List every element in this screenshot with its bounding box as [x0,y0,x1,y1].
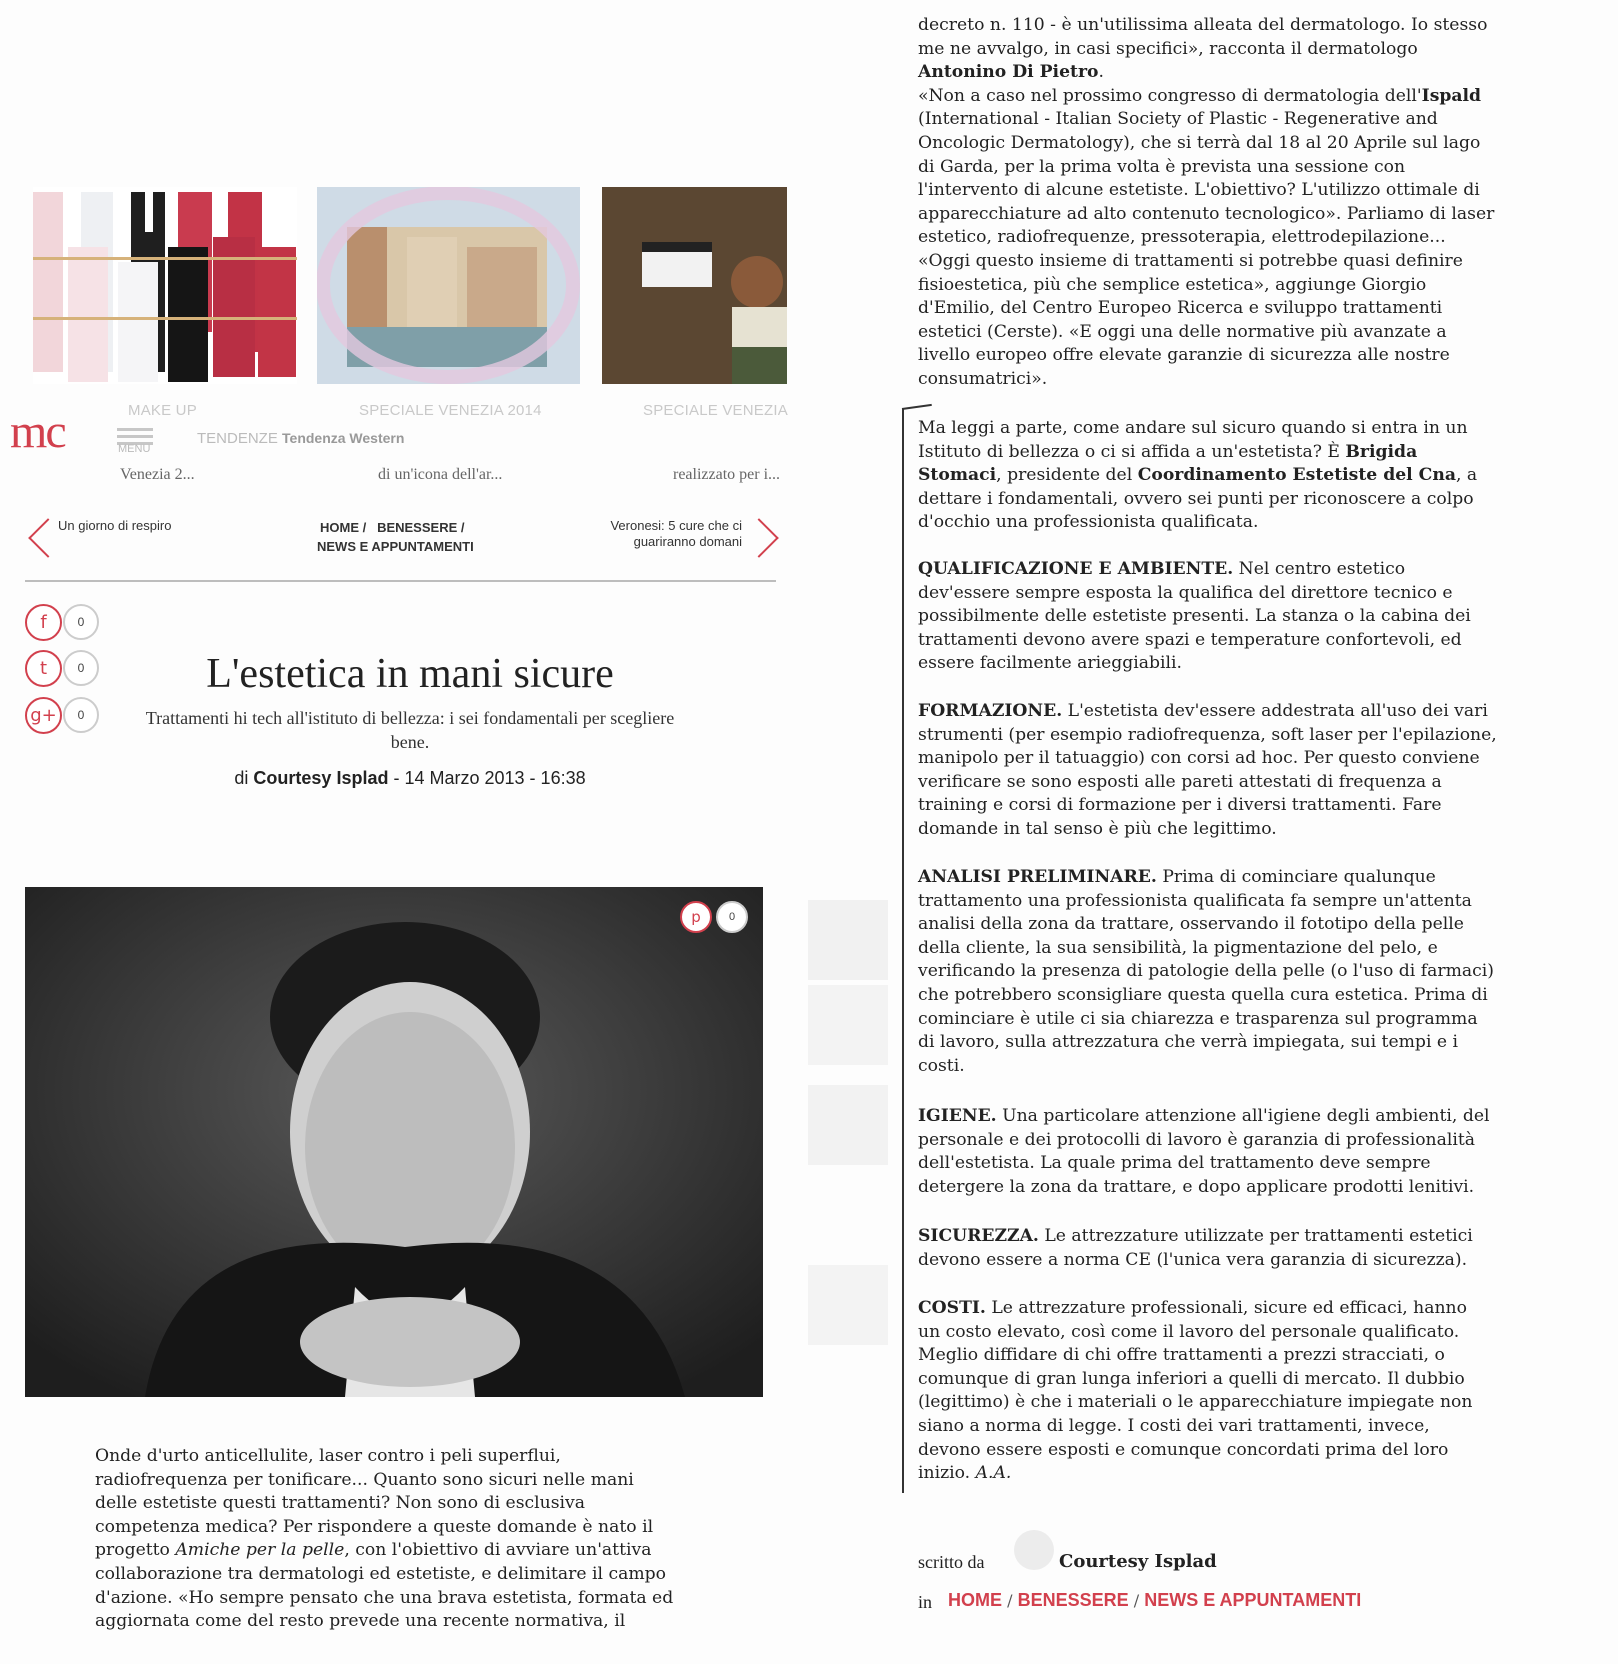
breadcrumb: HOME / BENESSERE / [320,520,465,535]
intro-line [95,1539,775,1563]
text-part: inizio. [918,1463,976,1484]
text-line: «Oggi questo insieme di trattamenti si potrebbe quasi definire [918,250,1463,271]
text-line: (International - Italian Society of Plastic - Regenerative and [918,109,1438,130]
section-heading: IGIENE. [918,1106,997,1126]
text-line [918,1225,1608,1249]
tendenze-value: Tendenza Western [282,430,405,446]
text-line: personale e dei protocolli di lavoro è garanzia di professionalità [918,1129,1476,1150]
text-part: , presidente del [996,465,1138,486]
nav-divider [25,580,776,582]
text-line [918,441,1608,465]
tendenze-label: TENDENZE [197,430,278,447]
byline-author[interactable]: Courtesy Isplad [253,768,389,788]
signature-initials: A.A. [975,1463,1012,1484]
margin-mark [902,408,904,1493]
intro-line: d'azione. «Ho sempre pensato che una brava estetista, formata ed [95,1587,674,1608]
text-line: decreto n. 110 - è un'utilissima alleata del dermatologo. Io stesso [918,15,1488,35]
text-line: Oncologic Dermatology), che si terrà dal 18 al 20 Aprile sul lago [918,132,1481,153]
intro-line: radiofrequenza per tonificare... Quanto sono sicuri nelle mani [95,1469,634,1490]
text-line: d'occhio una professionista qualificata. [918,512,1259,533]
text-line: dettare i fondamentali, ovvero sei punti per riconoscere a colpo [918,488,1474,509]
text-part: Prima di cominciare qualunque [1156,867,1436,887]
text-line: d'Emilio, del Centro Europeo Ricerca e sviluppo trattamenti [918,298,1443,319]
section-qualificazione [918,558,1608,676]
intro-line-start: progetto [95,1540,176,1561]
text-part: L'estetista dev'essere addestrata all'uso dei vari [1062,701,1488,721]
text-line: analisi della zona da trattare, osservando il fototipo della pelle [918,914,1464,935]
intro-line: collaborazione tra dermatologi ed estetiste, e delimitare il campo [95,1563,666,1584]
next-article-line1: Veronesi: 5 cure che ci [610,518,742,533]
footer-home-link[interactable]: HOME [948,1590,1002,1610]
text-line: siano a norma di legge. I costi dei vari trattamenti, invece, [918,1415,1430,1436]
thumbnail-venezia-2014[interactable] [317,187,580,384]
in-label: in [918,1592,933,1612]
breadcrumb-news[interactable]: NEWS E APPUNTAMENTI [317,539,474,554]
section-heading: FORMAZIONE. [918,701,1063,721]
menu-label[interactable]: MENU [118,443,151,455]
president-first-name: Brigida [1345,441,1418,462]
intro-line: aggiornata come del resto prevede una recente normativa, il [95,1611,626,1632]
text-part: Una particolare attenzione all'igiene degli ambienti, del [996,1106,1490,1126]
intro-line-end: , con l'obiettivo di avviare un'attiva [344,1540,652,1561]
ghost-thumb [808,985,888,1065]
intro-line: delle estetiste questi trattamenti? Non sono di esclusiva [95,1493,586,1514]
text-line: trattamento una professionista qualificata fa sempre un'attenta [918,890,1472,911]
next-article-link[interactable] [560,518,742,550]
article-continuation [918,14,1608,392]
site-logo[interactable]: mc [10,405,65,458]
thumbnail-speciale-venezia[interactable] [602,187,787,384]
text-line [918,1105,1608,1129]
breadcrumb-home[interactable]: HOME [320,520,359,535]
facebook-count: 0 [63,604,99,640]
text-line: manipolo per il tatuaggio) con corsi ad hoc. Per questo conviene [918,748,1480,769]
sidebox-intro [918,417,1608,535]
text-line: devono essere a norma CE (l'unica vera garanzia di sicurezza). [918,1249,1468,1270]
text-line: essere facilmente arieggiabili. [918,653,1182,674]
text-line [918,464,1608,488]
text-line: di Garda, per la prima volta è prevista una sessione con [918,156,1406,177]
text-line: Ma leggi a parte, come andare sul sicuro quando si entra in un [918,418,1468,438]
text-line: strumenti (per esempio radiofrequenza, soft laser per l'epilazione, [918,724,1497,745]
text-line: apparecchiature ad alto contenuto tecnologico». Parliamo di laser [918,203,1495,224]
lipstick-image [33,187,297,384]
pinterest-count: 0 [716,901,748,933]
film-scene-image [602,187,787,384]
text-line: comunque di gran lunga inferiori a quelli di mercato. Il dubbio [918,1368,1465,1389]
section-heading: SICUREZZA. [918,1226,1039,1246]
intro-line: Onde d'urto anticellulite, laser contro i peli superflui, [95,1446,561,1466]
ghost-thumb [808,1085,888,1165]
text-line: possibilmente delle estetiste presenti. La stanza o la cabina dei [918,606,1471,627]
society-name: Ispald [1421,85,1482,106]
margin-mark-hook [902,404,932,410]
text-line [918,866,1608,890]
text-line: livello europeo offre elevate garanzie di sicurezza alle nostre [918,345,1450,366]
twitter-count: 0 [63,650,99,686]
section-costi [918,1297,1608,1486]
text-line [918,700,1608,724]
text-line: estetico, radiofrequenze, pressoterapia, elettrodepilazione... [918,227,1446,248]
article-title: L'estetica in mani sicure [206,651,614,697]
text-part: Le attrezzature professionali, sicure ed efficaci, hanno [985,1298,1467,1318]
text-line: fisioestetica, più che semplice estetica», aggiunge Giorgio [918,274,1427,295]
text-line: devono essere esposti e comunque concordati prima del loro [918,1439,1449,1460]
thumbnail-makeup[interactable] [33,187,297,384]
breadcrumb-benessere[interactable]: BENESSERE [377,520,458,535]
text-line [918,558,1608,582]
footer-author[interactable]: Courtesy Isplad [1059,1551,1217,1572]
section-formazione [918,700,1608,842]
written-by-label: scritto da [918,1552,985,1572]
ghost-thumb [808,900,888,980]
venice-image [317,187,580,384]
text-line: detergere la zona da trattare, e dopo applicare prodotti lenitivi. [918,1176,1475,1197]
text-line: Antonino Di Pietro. [918,62,1104,83]
thumbnail-caption-speciale[interactable]: SPECIALE VENEZIA [643,402,788,419]
text-line: (legittimo) è che i materiali o le apparecchiature impiegate non [918,1392,1473,1413]
next-arrow-icon[interactable] [739,518,779,558]
footer-breadcrumb: HOME / BENESSERE / NEWS E APPUNTAMENTI [948,1590,1362,1610]
pinterest-icon[interactable]: p [680,901,712,933]
next-article-line2: guariranno domani [633,534,742,549]
text-line: l'intervento di alcune estetiste. L'obiettivo? L'utilizzo ottimale di [918,180,1480,201]
president-last-name: Stomaci [918,465,997,486]
text-line [918,1462,1608,1486]
dermatologist-name: Antonino Di Pietro [918,62,1099,83]
byline-prefix: di [234,768,249,788]
text-line: della cliente, la sua sensibilità, la pigmentazione del pelo, e [918,937,1438,958]
byline-date: - 14 Marzo 2013 - 16:38 [393,768,586,788]
text-part: , a [1455,465,1478,486]
text-line: Meglio diffidare di chi offre trattamenti a prezzi stracciati, o [918,1345,1445,1366]
thumbnail-sub-venezia: di un'icona dell'ar... [378,466,503,483]
article-subtitle: Trattamenti hi tech all'istituto di bellezza: i sei fondamentali per scegliere bene. [145,708,675,752]
section-heading: ANALISI PRELIMINARE. [918,867,1157,887]
text-line: verificare se sono esposti alle pareti attestati di frequenza a [918,771,1442,792]
section-sicurezza [918,1225,1608,1272]
text-line: dev'essere sempre esposta la qualifica del direttore tecnico e [918,582,1453,603]
project-name: Amiche per la pelle [175,1540,345,1561]
text-line: domande in tal senso è più che legittimo. [918,818,1277,839]
author-photo [25,887,763,1397]
thumbnail-sub-makeup: Venezia 2... [120,466,195,483]
facebook-icon[interactable]: f [25,604,62,641]
text-part: «Non a caso nel prossimo congresso di dermatologia dell' [918,85,1422,106]
author-avatar-icon[interactable] [1014,1530,1054,1570]
text-line: verificando la presenza di patologie della pelle (o l'uso di farmaci) [918,961,1494,982]
text-line: trattamenti devono avere spazi e temperature confortevoli, ed [918,629,1462,650]
text-line [918,1297,1608,1321]
portrait-image [25,887,763,1397]
text-line: che potrebbero sconsigliare questa quella cura estetica. Prima di [918,984,1488,1005]
text-line: dell'estetista. La quale prima del trattamento deve sempre [918,1153,1431,1174]
text-part: Istituto di bellezza o ci si affida a un'estetista? È [918,441,1346,462]
googleplus-icon[interactable]: g+ [25,697,62,734]
section-analisi [918,866,1608,1078]
text-line: me ne avvalgo, in casi specifici», racconta il dermatologo [918,38,1418,59]
text-line: costi. [918,1055,965,1076]
tendenze-link[interactable] [197,430,404,447]
text-line [918,85,1608,109]
thumbnail-sub-speciale: realizzato per i... [673,466,781,483]
ghost-thumb [808,1265,888,1345]
thumbnail-caption-venezia-2014[interactable]: SPECIALE VENEZIA 2014 [359,402,542,419]
text-line: consumatrici». [918,368,1048,389]
thumbnail-caption-makeup[interactable]: MAKE UP [128,402,197,419]
article-intro [95,1445,775,1634]
text-line: un costo elevato, così come il lavoro del personale qualificato. [918,1321,1460,1342]
text-line: cominciare è utile ci sia chiarezza e trasparenza sul programma [918,1008,1478,1029]
prev-article-link[interactable]: Un giorno di respiro [58,518,172,533]
footer-benessere-link[interactable]: BENESSERE [1017,1590,1129,1610]
organization-name: Coordinamento Estetiste del Cna [1137,465,1456,486]
text-line: estetici (Cerste). «E oggi una delle normative più avanzate a [918,321,1447,342]
section-heading: QUALIFICAZIONE E AMBIENTE. [918,559,1234,579]
section-heading: COSTI. [918,1298,986,1318]
text-part: Le attrezzature utilizzate per trattamenti estetici [1038,1226,1473,1246]
article-byline [100,768,720,789]
section-igiene [918,1105,1608,1199]
twitter-icon[interactable]: t [25,650,62,687]
text-line: training e corsi di formazione per i diversi trattamenti. Fare [918,795,1442,816]
footer-news-link[interactable]: NEWS E APPUNTAMENTI [1144,1590,1362,1610]
intro-line: competenza medica? Per rispondere a queste domande è nato il [95,1516,654,1537]
text-part: Nel centro estetico [1233,559,1406,579]
text-line: di lavoro, sulla attrezzatura che verrà impiegata, sui tempi e i [918,1032,1459,1053]
googleplus-count: 0 [63,697,99,733]
